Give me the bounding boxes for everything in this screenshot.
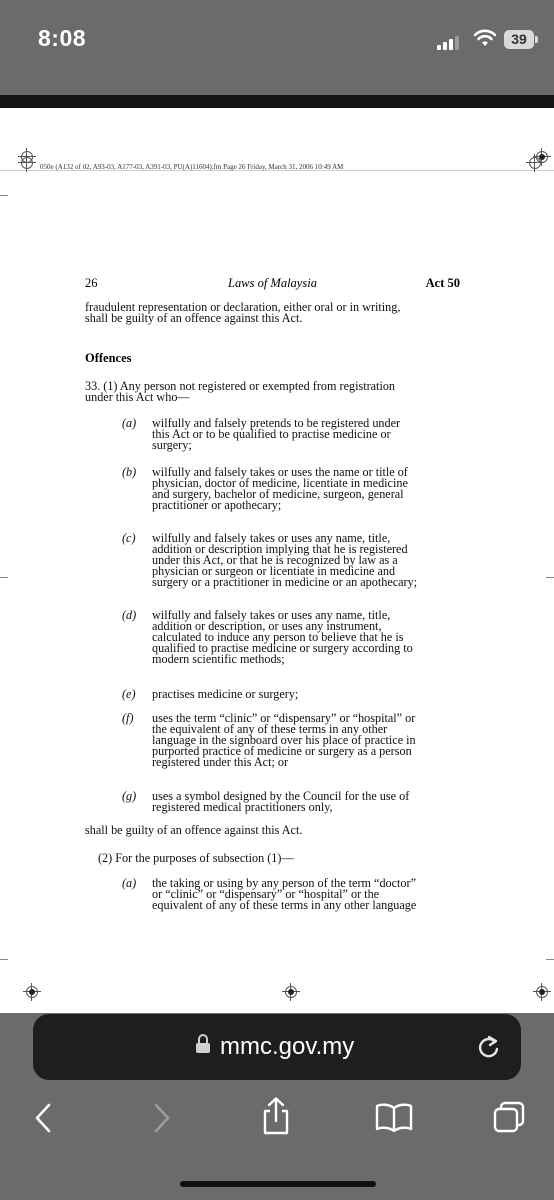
url-text[interactable]: mmc.gov.my <box>220 1033 355 1060</box>
page-top-border <box>0 95 554 108</box>
text-line: wilfully and falsely takes or uses any name, title, <box>152 608 391 622</box>
registration-mark-icon <box>23 983 41 1001</box>
item-label: (f) <box>122 711 134 725</box>
text-line: the equivalent of any of these terms in any other <box>152 722 388 736</box>
forward-icon[interactable] <box>151 1102 173 1134</box>
running-head <box>85 276 460 290</box>
registration-mark-icon <box>18 148 36 166</box>
text-line: under this Act, or that he is recognized by law as a <box>152 553 398 567</box>
intro-paragraph <box>85 302 460 324</box>
crop-tick <box>0 195 8 196</box>
closing-line: shall be guilty of an offence against this Act. <box>85 823 303 837</box>
item-label: (g) <box>122 789 137 803</box>
item-label: (a) <box>122 876 137 890</box>
back-icon[interactable] <box>32 1102 54 1134</box>
page-number: 26 <box>85 276 98 290</box>
file-metadata: 050e (A132 of 02, A93-03, A177-03, A391-03, PU(A)11604).fm Page 26 Friday, March 31, 2006 10:49 AM <box>40 163 344 171</box>
text-line: and surgery, bachelor of medicine, surgeon, general <box>152 487 404 501</box>
text-line: language in the signboard over his place of practice in <box>152 733 416 747</box>
clock: 8:08 <box>38 25 87 51</box>
wifi-icon <box>473 29 497 47</box>
tabs-icon[interactable] <box>492 1100 526 1134</box>
text-line: wilfully and falsely pretends to be registered under <box>152 416 401 430</box>
text-line: the taking or using by any person of the term “doctor” <box>152 876 416 890</box>
home-indicator[interactable] <box>180 1181 376 1187</box>
text-line: practises medicine or surgery; <box>152 687 299 701</box>
subsection-2: (2) For the purposes of subsection (1)— <box>98 851 294 865</box>
text-line: wilfully and falsely takes or uses any name, title, <box>152 531 391 545</box>
share-icon[interactable] <box>260 1096 292 1136</box>
cellular-signal-icon <box>437 32 463 50</box>
text-line: surgery or a practitioner in medicine or an apothecary; <box>152 575 418 589</box>
status-bar <box>0 0 554 75</box>
crop-tick <box>546 577 554 578</box>
item-label: (b) <box>122 465 137 479</box>
registration-mark-icon <box>533 983 551 1001</box>
text-line: registered under this Act; or <box>152 755 289 769</box>
section-heading: Offences <box>85 351 132 365</box>
text-line: physician or surgeon or licentiate in medicine and <box>152 564 396 578</box>
registration-mark-icon <box>533 148 551 166</box>
lock-icon <box>196 1043 210 1053</box>
item-label: (d) <box>122 608 137 622</box>
text-line: registered medical practitioners only, <box>152 800 333 814</box>
text-line: purported practice of medicine or surgery as a person <box>152 744 412 758</box>
registration-mark-icon <box>282 983 300 1001</box>
text-line: modern scientific methods; <box>152 652 285 666</box>
address-bar[interactable] <box>33 1014 521 1080</box>
text-line: wilfully and falsely takes or uses the name or title of <box>152 465 408 479</box>
text-line: uses a symbol designed by the Council for the use of <box>152 789 410 803</box>
crop-tick <box>0 577 8 578</box>
crop-tick <box>0 959 8 960</box>
section-33-intro <box>85 381 460 403</box>
text-line: this Act or to be qualified to practise medicine or <box>152 427 391 441</box>
text-line: shall be guilty of an offence against this Act. <box>85 311 303 325</box>
text-line: addition or description, or uses any instrument, <box>152 619 382 633</box>
act-number: Act 50 <box>425 276 460 290</box>
text-line: 33. (1) Any person not registered or exempted from registration <box>85 379 396 393</box>
text-line: equivalent of any of these terms in any other language <box>152 898 417 912</box>
battery-cap <box>535 36 538 43</box>
item-label: (e) <box>122 687 136 701</box>
text-line: or “clinic” or “dispensary” or “hospital” or the <box>152 887 380 901</box>
text-line: calculated to induce any person to believe that he is <box>152 630 404 644</box>
bookmarks-icon[interactable] <box>374 1102 414 1132</box>
text-line: addition or description implying that he is registered <box>152 542 408 556</box>
item-label: (a) <box>122 416 137 430</box>
text-line: under this Act who— <box>85 390 190 404</box>
text-line: physician, doctor of medicine, licentiate in medicine <box>152 476 408 490</box>
item-label: (c) <box>122 531 136 545</box>
reload-icon[interactable] <box>476 1033 502 1061</box>
text-line: uses the term “clinic” or “dispensary” or “hospital” or <box>152 711 416 725</box>
running-title: Laws of Malaysia <box>228 276 317 290</box>
battery-icon: 39 <box>504 30 534 49</box>
text-line: qualified to practise medicine or surgery according to <box>152 641 413 655</box>
text-line: practitioner or apothecary; <box>152 498 282 512</box>
text-line: fraudulent representation or declaration, either oral or in writing, <box>85 300 401 314</box>
text-line: surgery; <box>152 438 192 452</box>
crop-tick <box>546 959 554 960</box>
